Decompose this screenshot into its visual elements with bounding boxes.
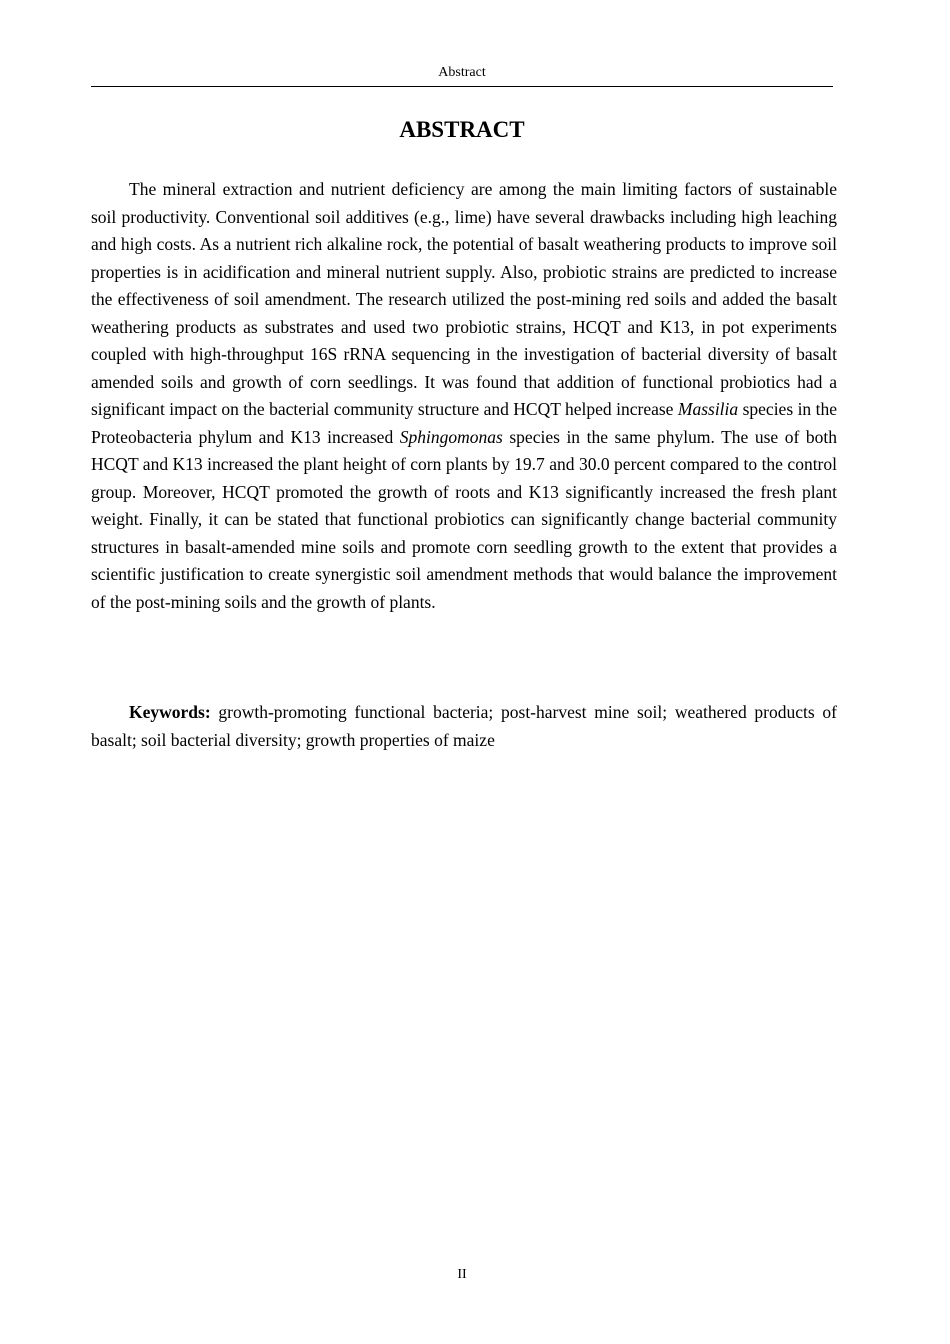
running-header: Abstract [438,65,486,80]
header-rule [91,86,833,87]
keywords-label: Keywords: [129,702,211,722]
keywords-paragraph [91,699,837,754]
page-number: II [457,1267,467,1282]
abstract-text-part3: species in the same phylum. The use of both HCQT and K13 increased the plant height of corn plants by 19.7 and 30.0 percent compared to the control group. Moreover, HCQT promoted the growth of roots and K13 significantly increased the fresh plant weight. Finally, it can be stated that functional probiotics can significantly change bacterial community structures in basalt-amended mine soils and promote corn seedling growth to the extent that provides a scientific justification to create synergistic soil amendment methods that would balance the improvement of the post-mining soils and the growth of plants. [91,426,837,612]
abstract-text-part2: species in the Proteobacteria phylum and K13 increased [91,399,837,447]
species-name-massilia: Massilia [677,399,739,419]
page-title: ABSTRACT [399,117,525,142]
species-name-sphingomonas: Sphingomonas [399,426,503,447]
abstract-text-part1: The mineral extraction and nutrient deficiency are among the main limiting factors of sustainable soil productivity. Conventional soil additives (e.g., lime) have several drawbacks including high leaching and high costs. As a nutrient rich alkaline rock, the potential of basalt weathering products to improve soil properties is in acidification and mineral nutrient supply. Also, probiotic strains are predicted to increase the effectiveness of soil amendment. The research utilized the post-mining red soils and added the basalt weathering products as substrates and used two probiotic strains, HCQT and K13, in pot experiments coupled with high-throughput 16S rRNA sequencing in the investigation of bacterial diversity of basalt amended soils and growth of corn seedlings. It was found that addition of functional probiotics had a significant impact on the bacterial community structure and HCQT helped increase [91,179,837,419]
keywords-text: growth-promoting functional bacteria; post-harvest mine soil; weathered products of basalt; soil bacterial diversity; growth properties of maize [91,702,837,750]
abstract-paragraph [91,176,837,616]
